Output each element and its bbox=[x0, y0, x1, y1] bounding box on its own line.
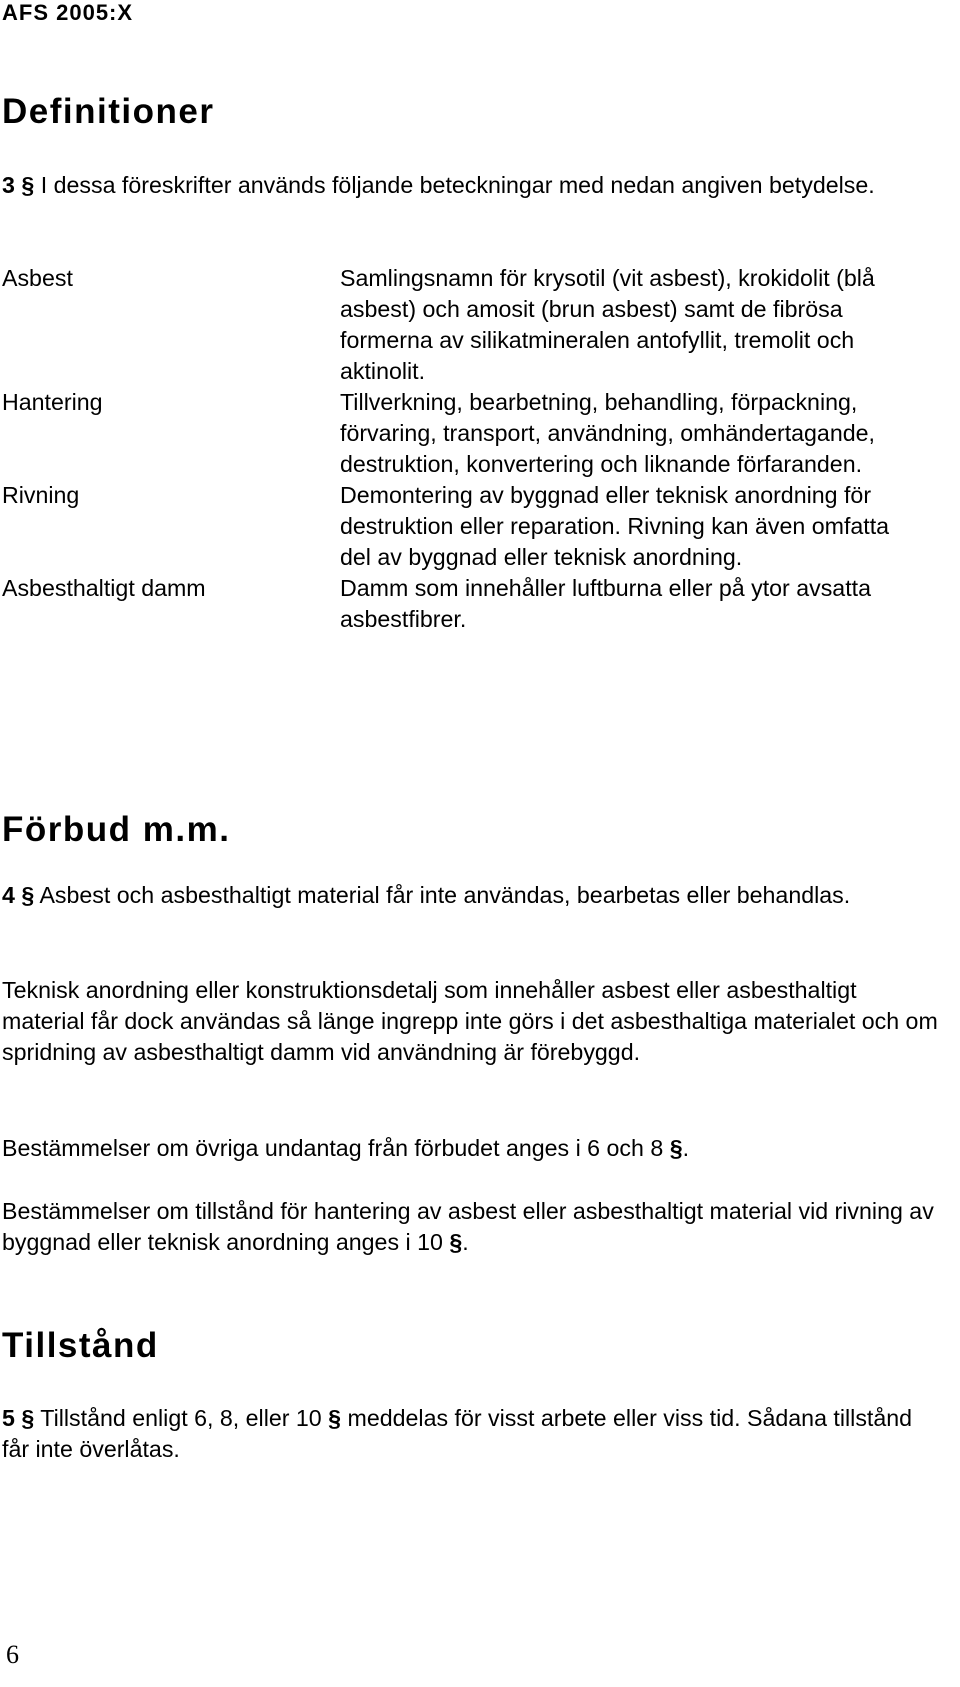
paragraph-text: Asbest och asbesthaltigt material får inte användas, bearbetas eller behandlas. bbox=[39, 882, 851, 908]
heading-prohibition: Förbud m.m. bbox=[2, 810, 231, 849]
definition-term: Asbesthaltigt damm bbox=[2, 575, 206, 601]
paragraph-end: . bbox=[462, 1229, 469, 1255]
heading-permits: Tillstånd bbox=[2, 1326, 159, 1365]
definition-term: Asbest bbox=[2, 265, 73, 291]
paragraph-3 bbox=[2, 170, 942, 201]
section-number: 3 bbox=[2, 172, 15, 198]
definitions-list bbox=[2, 263, 942, 635]
definition-row bbox=[2, 387, 942, 480]
paragraph-permit-rules bbox=[2, 1196, 942, 1258]
paragraph-text: Bestämmelser om tillstånd för hantering av asbest eller asbesthaltigt material vid rivning av byggnad eller teknisk anordning anges i 10 bbox=[2, 1198, 934, 1255]
definition-row bbox=[2, 480, 942, 573]
paragraph-text: Tillstånd enligt 6, 8, eller 10 bbox=[40, 1405, 322, 1431]
paragraph-exception: Teknisk anordning eller konstruktionsdetalj som innehåller asbest eller asbesthaltigt material får dock användas så länge ingrepp inte görs i det asbesthaltiga materialet och om spridning av asbesthaltigt damm vid användning är förebyggd. bbox=[2, 977, 938, 1065]
definition-row bbox=[2, 263, 942, 387]
paragraph-text: Bestämmelser om övriga undantag från förbudet anges i 6 och 8 bbox=[2, 1135, 664, 1161]
definition-row bbox=[2, 573, 942, 635]
section-mark: § bbox=[21, 882, 35, 908]
definition-description: Tillverkning, bearbetning, behandling, förpackning, förvaring, transport, användning, omhändertagande, destruktion, konvertering och liknande förfaranden. bbox=[340, 389, 875, 477]
section-mark: § bbox=[449, 1229, 463, 1255]
page-number: 6 bbox=[6, 1640, 19, 1669]
section-number: 4 bbox=[2, 882, 15, 908]
definition-description: Samlingsnamn för krysotil (vit asbest), krokidolit (blå asbest) och amosit (brun asbest) samt de fibrösa formerna av silikatmineralen antofyllit, tremolit och aktinolit. bbox=[340, 265, 875, 384]
paragraph-5 bbox=[2, 1403, 942, 1465]
section-mark: § bbox=[328, 1405, 342, 1431]
paragraph-other-exceptions bbox=[2, 1133, 942, 1164]
definition-description: Demontering av byggnad eller teknisk anordning för destruktion eller reparation. Rivning kan även omfatta del av byggnad eller teknisk anordning. bbox=[340, 482, 890, 570]
section-mark: § bbox=[669, 1135, 683, 1161]
section-mark: § bbox=[21, 172, 35, 198]
document-header: AFS 2005:X bbox=[2, 0, 134, 25]
paragraph-4 bbox=[2, 880, 942, 911]
paragraph-text: meddelas för visst arbete eller viss tid. Sådana tillstånd får inte överlåtas. bbox=[2, 1405, 913, 1462]
definition-term: Rivning bbox=[2, 482, 80, 508]
definition-term: Hantering bbox=[2, 389, 103, 415]
definition-description: Damm som innehåller luftburna eller på ytor avsatta asbestfibrer. bbox=[340, 575, 871, 632]
section-mark: § bbox=[21, 1405, 35, 1431]
heading-definitions: Definitioner bbox=[2, 92, 215, 131]
paragraph-end: . bbox=[682, 1135, 690, 1161]
paragraph-text: I dessa föreskrifter används följande beteckningar med nedan angiven betydelse. bbox=[40, 172, 875, 198]
section-number: 5 bbox=[2, 1405, 15, 1431]
